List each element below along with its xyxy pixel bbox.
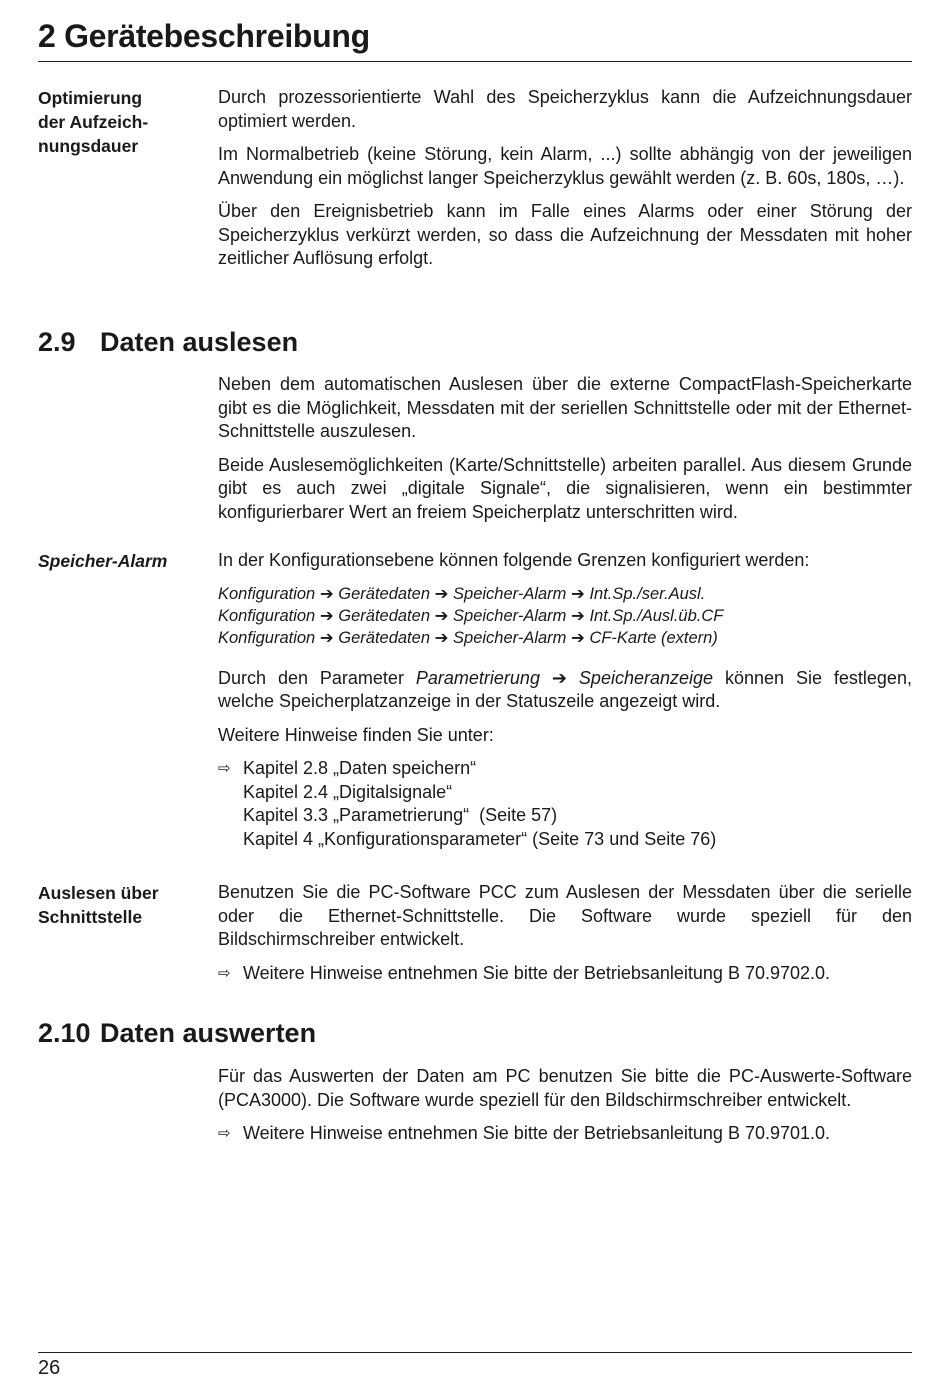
arrow-hint-icon: ⇨ (218, 964, 231, 982)
paragraph: Für das Auswerten der Daten am PC benutzen Sie bitte die PC-Auswerte-Software (PCA3000). Die Software wurde speziell für den Bildschirmschreiber entwickelt. (218, 1066, 912, 1110)
side-label-line: Optimierung (38, 88, 143, 108)
arrow-right-icon: ➔ (434, 628, 449, 647)
arrow-right-icon: ➔ (434, 606, 449, 625)
reference-note (218, 1122, 912, 1146)
arrow-right-icon: ➔ (571, 628, 585, 647)
config-path: Konfiguration ➔ Gerätedaten ➔ Speicher-Alarm ➔ Int.Sp./Ausl.üb.CF (218, 606, 724, 625)
paragraph: Beide Auslesemöglichkeiten (Karte/Schnittstelle) arbeiten parallel. Aus diesem Grunde gibt es auch zwei „digitale Signale“, die signalisieren, wenn ein bestimmter konfigurierbarer Wert an freiem Speicherplatz unterschritten wird. (218, 454, 912, 522)
chapter-reference: Kapitel 3.3 „Parametrierung“ (Seite 57) (243, 805, 558, 825)
section-2-9-body (218, 373, 912, 524)
chapter-reference: Kapitel 2.8 „Daten speichern“ (243, 758, 477, 778)
config-path: Konfiguration ➔ Gerätedaten ➔ Speicher-Alarm ➔ Int.Sp./ser.Ausl. (218, 584, 706, 603)
arrow-right-icon: ➔ (571, 584, 585, 603)
arrow-right-icon: ➔ (434, 584, 449, 603)
chapter-reference: Kapitel 4 „Konfigurationsparameter“ (Seite 73 und Seite 76) (243, 828, 717, 849)
footer-rule (38, 1352, 912, 1353)
paragraph: Durch prozessorientierte Wahl des Speicherzyklus kann die Aufzeichnungsdauer optimiert werden. (218, 87, 912, 131)
section-number: 2.10 (38, 1018, 91, 1048)
config-path: Konfiguration ➔ Gerätedaten ➔ Speicher-Alarm ➔ CF-Karte (extern) (218, 628, 718, 647)
arrow-hint-icon: ⇨ (218, 1125, 231, 1142)
speicher-alarm-body (218, 549, 912, 851)
reference-list (218, 757, 912, 851)
paragraph: Benutzen Sie die PC-Software PCC zum Auslesen der Messdaten über die serielle oder die Ethernet-Schnittstelle. Die Software wurde speziell für den Bildschirmschreiber entwickelt. (218, 882, 912, 949)
section-title: Daten auslesen (100, 327, 299, 357)
page-number: 26 (38, 1357, 61, 1379)
auslesen-body (218, 881, 912, 985)
side-label-line: der Aufzeich- (38, 112, 149, 132)
section-heading-2-9 (38, 327, 298, 358)
manual-reference: Weitere Hinweise entnehmen Sie bitte der Betriebsanleitung B 70.9702.0. (243, 962, 831, 983)
paragraph: Durch den Parameter Parametrierung ➔ Speicheranzeige können Sie festlegen, welche Speicherplatzanzeige in der Statuszeile angezeigt wird. (218, 667, 912, 711)
optimierung-body (218, 86, 912, 271)
config-path-list (218, 583, 912, 649)
arrow-right-icon: ➔ (319, 584, 334, 603)
paragraph: Neben dem automatischen Auslesen über die externe CompactFlash-Speicherkarte gibt es die Möglichkeit, Messdaten mit der seriellen Schnittstelle oder mit der Ethernet-Schnittstelle auszulesen. (218, 374, 912, 441)
section-title: Daten auswerten (100, 1018, 317, 1048)
side-label-line: nungsdauer (38, 136, 139, 156)
chapter-title: 2 Gerätebeschreibung (38, 18, 370, 54)
section-2-10-body (218, 1065, 912, 1146)
section-number: 2.9 (38, 327, 76, 357)
section-heading-2-10 (38, 1018, 316, 1049)
reference-note (218, 962, 912, 986)
paragraph: Im Normalbetrieb (keine Störung, kein Alarm, ...) sollte abhängig von der jeweiligen Anwendung ein möglichst langer Speicherzyklus gewählt werden (z. B. 60s, 180s, …). (218, 144, 912, 188)
paragraph: Über den Ereignisbetrieb kann im Falle eines Alarms oder einer Störung der Speicherzyklus verkürzt werden, so dass die Aufzeichnung der Messdaten mit hoher zeitlicher Auflösung erfolgt. (218, 201, 912, 268)
arrow-right-icon: ➔ (551, 667, 567, 688)
arrow-right-icon: ➔ (319, 606, 334, 625)
arrow-right-icon: ➔ (571, 606, 585, 625)
side-label-auslesen (38, 881, 198, 929)
manual-reference: Weitere Hinweise entnehmen Sie bitte der Betriebsanleitung B 70.9701.0. (243, 1123, 831, 1143)
side-label-optimierung (38, 86, 198, 158)
arrow-hint-icon: ⇨ (218, 760, 231, 777)
arrow-right-icon: ➔ (319, 628, 334, 647)
paragraph: In der Konfigurationsebene können folgende Grenzen konfiguriert werden: (218, 550, 810, 570)
header-rule (38, 61, 912, 62)
chapter-reference: Kapitel 2.4 „Digitalsignale“ (243, 781, 453, 802)
paragraph: Weitere Hinweise finden Sie unter: (218, 724, 494, 745)
side-label-line: Auslesen über (38, 883, 159, 903)
side-label-line: Schnittstelle (38, 907, 143, 927)
side-label-speicher-alarm: Speicher-Alarm (38, 551, 168, 571)
